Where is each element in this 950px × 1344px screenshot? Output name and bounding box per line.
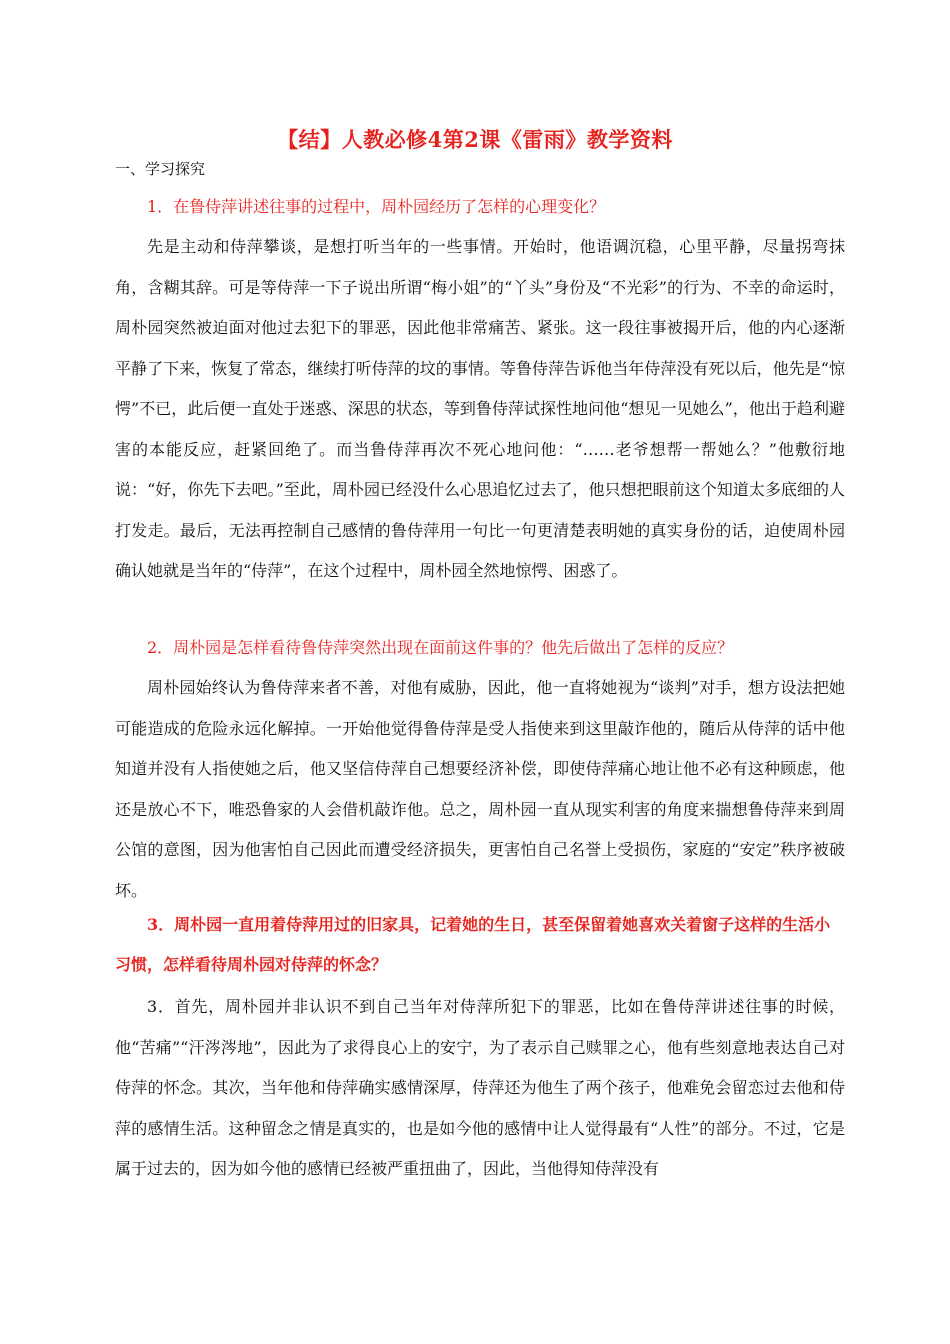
answer-2: 周朴园始终认为鲁侍萍来者不善，对他有威胁，因此，他一直将她视为“谈判”对手，想方设法把她可能造成的危险永远化解掉。一开始他觉得鲁侍萍是受人指使来到这里敲诈他的，随后从侍萍的话中他知道并没有人指使她之后，他又坚信侍萍自己想要经济补偿，即使侍萍痛心地让他不必有这种顾虑，他还是放心不下，唯恐鲁家的人会借机敲诈他。总之，周朴园一直从现实利害的角度来揣想鲁侍萍来到周公馆的意图，因为他害怕自己因此而遭受经济损失，更害怕自己名誉上受损伤，家庭的“安定”秩序被破坏。 <box>115 678 845 900</box>
document-title: 【结】人教必修4第2课《雷雨》教学资料 <box>277 127 673 152</box>
question-1: 1．在鲁侍萍讲述往事的过程中，周朴园经历了怎样的心理变化？ <box>147 197 606 216</box>
question-2: 2．周朴园是怎样看待鲁侍萍突然出现在面前这件事的？他先后做出了怎样的反应？ <box>147 638 734 657</box>
answer-1: 先是主动和侍萍攀谈，是想打听当年的一些事情。开始时，他语调沉稳，心里平静，尽量拐弯抹角，含糊其辞。可是等侍萍一下子说出所谓“梅小姐”的“丫头”身份及“不光彩”的行为、不幸的命运时，周朴园突然被迫面对他过去犯下的罪恶，因此他非常痛苦、紧张。这一段往事被揭开后，他的内心逐渐平静了下来，恢复了常态，继续打听侍萍的坟的事情。等鲁侍萍告诉他当年侍萍没有死以后，他先是“惊愕”不已，此后便一直处于迷惑、深思的状态，等到鲁侍萍试探性地问他“想见一见她么”，他出于趋利避害的本能反应，赶紧回绝了。而当鲁侍萍再次不死心地问他：“……老爷想帮一帮她么？”他敷衍地说：“好，你先下去吧。”至此，周朴园已经没什么心思追忆过去了，他只想把眼前这个知道太多底细的人打发走。最后，无法再控制自己感情的鲁侍萍用一句比一句更清楚表明她的真实身份的话，迫使周朴园确认她就是当年的“侍萍”，在这个过程中，周朴园全然地惊愕、困惑了。 <box>115 237 845 580</box>
answer-3: 3．首先，周朴园并非认识不到自己当年对侍萍所犯下的罪恶，比如在鲁侍萍讲述往事的时候，他“苦痛”“汗涔涔地”，因此为了求得良心上的安宁，为了表示自己赎罪之心，他有些刻意地表达自己对侍萍的怀念。其次，当年他和侍萍确实感情深厚，侍萍还为他生了两个孩子，他难免会留恋过去他和侍萍的感情生活。这种留念之情是真实的，也是如今他的感情中让人觉得最有“人性”的部分。不过，它是属于过去的，因为如今他的感情已经被严重扭曲了，因此，当他得知侍萍没有 <box>115 997 845 1178</box>
question-3: 3．周朴园一直用着侍萍用过的旧家具，记着她的生日，甚至保留着她喜欢关着窗子这样的生活小习惯，怎样看待周朴园对侍萍的怀念？ <box>115 915 831 974</box>
section-heading: 一、学习探究 <box>115 160 206 178</box>
